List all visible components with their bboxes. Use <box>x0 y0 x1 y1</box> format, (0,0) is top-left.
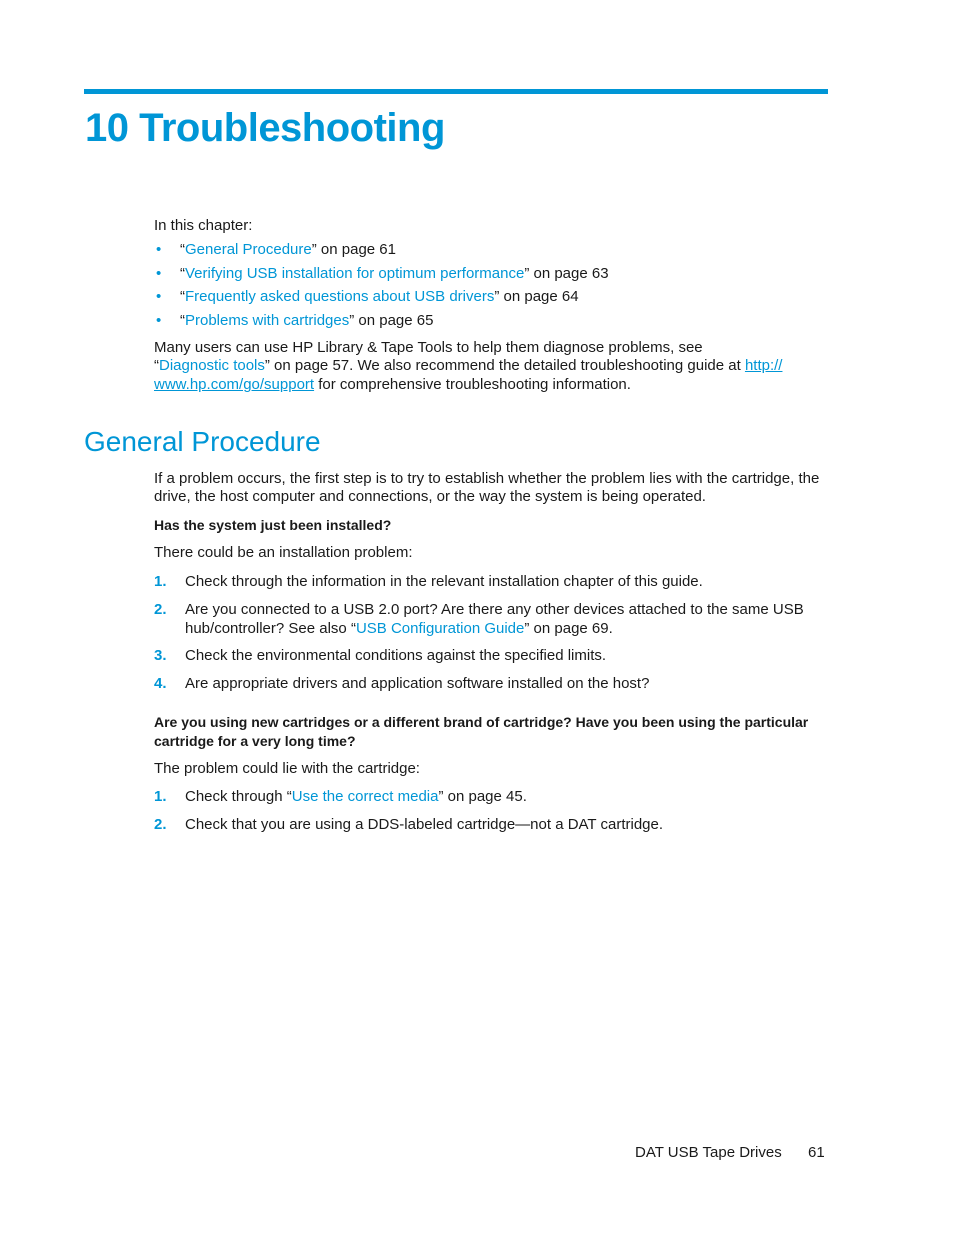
toc-link-general-procedure[interactable]: General Procedure <box>185 241 312 258</box>
installation-problem-lead: There could be an installation problem: <box>154 544 413 561</box>
section-paragraph-line-1: If a problem occurs, the first step is to try to establish whether the problem lies with the cartridge, the <box>154 470 820 487</box>
toc-link-verifying-usb[interactable]: Verifying USB installation for optimum performance <box>185 265 525 282</box>
bullet-icon: • <box>156 265 162 282</box>
bullet-icon: • <box>156 312 162 329</box>
toc-item-faq-usb-drivers: • “Frequently asked questions about USB drivers” on page 64 <box>156 288 579 305</box>
step-number: 2. <box>154 816 167 833</box>
toc-item-verifying-usb: • “Verifying USB installation for optimum performance” on page 63 <box>156 265 609 282</box>
bullet-icon: • <box>156 241 162 258</box>
step-text: Are appropriate drivers and application software installed on the host? <box>185 675 650 692</box>
step-text-line-2: hub/controller? See also “USB Configuration Guide” on page 69. <box>185 619 613 637</box>
footer-document-title: DAT USB Tape Drives <box>635 1144 782 1161</box>
question-cartridge-heading-line-2: cartridge for a very long time? <box>154 733 356 749</box>
usb-configuration-guide-link[interactable]: USB Configuration Guide <box>355 619 525 637</box>
step-number: 1. <box>154 788 167 805</box>
chapter-rule <box>84 89 828 94</box>
section-paragraph-line-2: drive, the host computer and connections, or the way the system is being operated. <box>154 488 706 505</box>
footer-page-number: 61 <box>808 1144 825 1161</box>
toc-link-problems-cartridges[interactable]: Problems with cartridges <box>185 312 350 329</box>
step-text: Check through the information in the relevant installation chapter of this guide. <box>185 573 703 590</box>
step-text: Check through “Use the correct media” on page 45. <box>185 788 527 805</box>
intro-paragraph-line-3: www.hp.com/go/support for comprehensive troubleshooting information. <box>154 376 631 393</box>
cartridge-problem-lead: The problem could lie with the cartridge: <box>154 760 420 777</box>
intro-lead: In this chapter: <box>154 217 253 234</box>
bullet-icon: • <box>156 288 162 305</box>
toc-item-general-procedure: • “General Procedure” on page 61 <box>156 241 396 258</box>
toc-item-problems-cartridges: • “Problems with cartridges” on page 65 <box>156 312 434 329</box>
use-correct-media-link[interactable]: Use the correct media <box>291 788 439 805</box>
diagnostic-tools-link[interactable]: Diagnostic tools <box>159 357 265 374</box>
intro-paragraph-line-2: “Diagnostic tools” on page 57. We also recommend the detailed troubleshooting guide at http:// <box>154 357 783 374</box>
hp-support-url-link-part-2[interactable]: www.hp.com/go/support <box>154 376 315 393</box>
step-number: 2. <box>154 601 167 618</box>
step-number: 3. <box>154 647 167 664</box>
chapter-title: 10 Troubleshooting <box>85 106 445 150</box>
intro-paragraph-line-1: Many users can use HP Library & Tape Tools to help them diagnose problems, see <box>154 339 703 356</box>
question-installed-heading: Has the system just been installed? <box>154 517 392 533</box>
step-number: 1. <box>154 573 167 590</box>
step-text: Check that you are using a DDS-labeled cartridge—not a DAT cartridge. <box>185 816 664 833</box>
hp-support-url-link-part-1[interactable]: http:// <box>744 357 783 374</box>
question-cartridge-heading-line-1: Are you using new cartridges or a different brand of cartridge? Have you been using the particular <box>154 714 809 730</box>
section-title: General Procedure <box>84 426 321 457</box>
step-text: Check the environmental conditions against the specified limits. <box>185 647 607 664</box>
toc-link-faq-usb-drivers[interactable]: Frequently asked questions about USB drivers <box>185 288 495 305</box>
step-number: 4. <box>154 675 167 692</box>
step-text-line-1: Are you connected to a USB 2.0 port? Are there any other devices attached to the same USB <box>185 601 804 618</box>
